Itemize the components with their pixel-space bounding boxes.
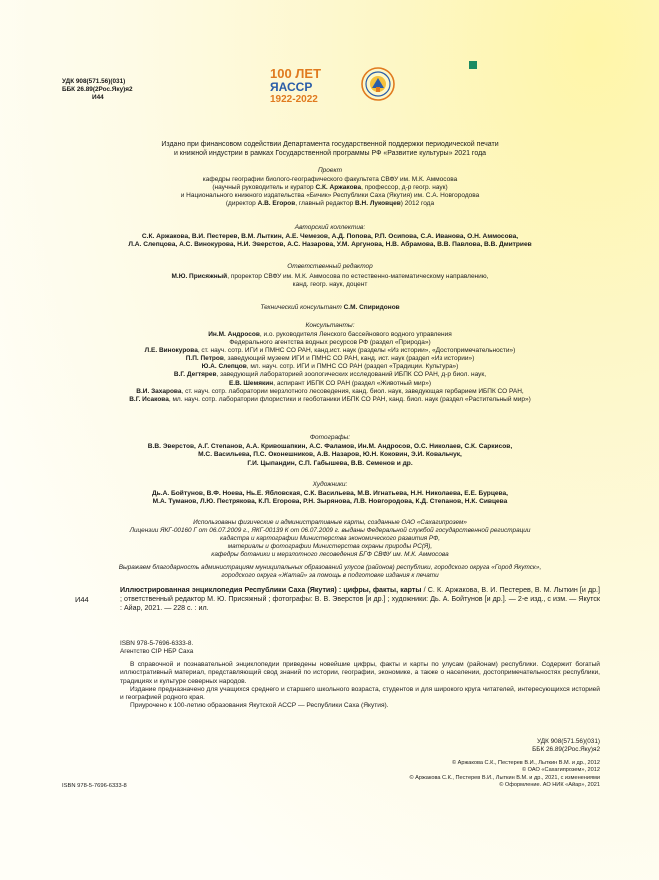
funding-note: Издано при финансовом содействии Департамента государственной поддержки периодической печати и книжной индустрии в рамках Государственной программы РФ «Развитие культуры» 2021 года — [161, 141, 499, 157]
photographers-heading: Фотографы: — [309, 434, 351, 441]
project-section: Проект кафедры географии биолого-географического факультета СВФУ им. М.К. Аммосова (научный руководитель и куратор С.К. Аржакова, профессор, д-р геогр. наук) и Национального книжного издательства «Бичик» Республики Саха (Якутия) им. С.А. Новгородова (директор А.В. Егоров, главный редактор В.Н. Луковцев) 2012 года — [60, 167, 600, 208]
consultant-line: П.П. Петров, заведующий музеем ИГИ и ПМНС СО РАН, канд. ист. наук (раздел «Из истории») — [185, 355, 475, 363]
artists-section: Художники: Дь.А. Бойтунов, В.Ф. Ноева, Нь.Е. Ябловская, С.К. Васильева, М.В. Игнатьева, Н.Н. Николаева, Е.Е. Бурцева, М.А. Туманов, Л.Ю. Пестрякова, К.П. Егорова, Р.Н. Зырянова, Л.В. Новгородова, К.Д. Степанов, Н.К. Сивцева — [60, 481, 600, 507]
consultant-line: Е.В. Шемякин, аспирант ИБПК СО РАН (раздел «Животный мир») — [228, 379, 432, 387]
catalog-description: / С. К. Аржакова, В. И. Пестерев, В. М. Лыткин [и др.] ; ответственный редактор М. Ю. Присяжный ; фотографы: В. В. Эверстов [и др.] ; художники: Дь. А. Бойтунов [и др.]. — 2-е изд., с изм. — Якутск : Айар, 2021. — 228 с. : ил. — [120, 586, 600, 612]
catalog-isbn: ISBN 978-5-7696-6333-8. Агентство CIP НБР Саха — [120, 640, 194, 655]
author-mark: И44 — [92, 94, 104, 101]
project-heading: Проект — [317, 167, 343, 174]
authors-heading: Авторский коллектив: — [294, 224, 366, 231]
consultant-line: Ю.А. Слепцов, мл. науч. сотр. ИГИ и ПМНС СО РАН (раздел «Традиции. Культура») — [201, 363, 459, 371]
udk-block-top — [62, 78, 133, 102]
bbk-code: ББК 26.89(2Рос.Яку)я2 — [62, 86, 133, 93]
isbn-bottom: ISBN 978-5-7696-6333-8 — [62, 783, 127, 789]
tech-consultant: Технический консультант С.М. Спиридонов — [260, 304, 400, 311]
consultant-line: Ин.М. Андросов, и.о. руководителя Ленского бассейнового водного управления — [208, 331, 452, 338]
photographers-section: Фотографы: В.В. Эверстов, А.Г. Степанов, А.А. Кривошапкин, А.С. Фаламов, Ин.М. Андросов, О.С. Николаев, С.К. Саркисов, М.С. Васильева, П.С. Оконешников, А.В. Назаров, Ю.Н. Коковин, Э.И. Ковальчук, Г.И. Цыпандин, С.П. Габышева, В.В. Семенов и др. — [60, 434, 600, 468]
authors-section: Авторский коллектив: С.К. Аржакова, В.И. Пестерев, В.М. Лыткин, А.Е. Чемезов, А.Д. Попова, Р.П. Осипова, С.А. Иванова, О.Н. Аммосова, Л.А. Слепцова, А.С. Винокурова, Н.И. Эверстов, А.С. Назарова, У.М. Аргунова, Н.В. Абрамова, В.В. Павлова, В.В. Дмитриев — [60, 224, 600, 250]
artists-heading: Художники: — [312, 481, 348, 488]
consultants-section — [60, 322, 600, 404]
logo-years-label: 100 ЛЕТ — [270, 66, 322, 81]
logo-years: 1922-2022 — [270, 94, 318, 104]
editor-section: Ответственный редактор М.Ю. Присяжный, проректор СВФУ им. М.К. Аммосова по естественно-математическому направлению, канд. геогр. наук, доцент — [60, 263, 600, 289]
consultant-line: Л.Е. Винокурова, ст. науч. сотр. ИГИ и ПМНС СО РАН, канд.ист. наук (разделы «Из истории», «Достопримечательности») — [144, 347, 516, 355]
consultant-line: В.Г. Дегтярев, заведующий лабораторией зоологических исследований ИБПК СО РАН, д-р биол. наук, — [173, 371, 487, 379]
consultant-line: В.И. Захарова, ст. науч. сотр. лаборатории мерзлотного лесоведения, канд. биол. наук, заведующая гербарием ИБПК СО РАН, — [136, 387, 524, 395]
consultants-heading: Консультанты: — [305, 322, 355, 329]
consultant-line: В.Г. Исакова, мл. науч. сотр. лаборатории флористики и геоботаники ИБПК СО РАН, канд. биол. наук (раздел «Растительный мир») — [129, 395, 531, 403]
editor-heading: Ответственный редактор — [287, 263, 373, 270]
logo-name: ЯАССР — [270, 80, 313, 94]
maps-note: Использованы физические и административные карты, созданные ОАО «Сахагипрозем» Лицензии ЯКГ-00160 Г от 06.07.2009 г., ЯКГ-00139 К от 06.07.2009 г. выданы Федеральной службой государственной регистрации кадастра и картографии Министерства экономического развития РФ, материалы и фотографии Министерства охраны природы РС(Я), кафедры ботаники и мерзлотного лесоведения БГФ СВФУ им. М.К. Аммосова — [129, 519, 531, 559]
catalog-code: И44 — [75, 595, 89, 604]
catalog-title: Иллюстрированная энциклопедия Республики Саха (Якутия) : цифры, факты, карты — [120, 586, 422, 594]
logo-emblem-icon — [362, 68, 394, 100]
anniversary-logo — [268, 64, 396, 104]
catalog-record — [75, 586, 600, 613]
green-square-icon — [469, 61, 477, 69]
abstract: В справочной и познавательной энциклопедии приведены новейшие цифры, факты и карты по улусам (районам) республики. Содержит богатый иллюстративный материал, представляющий свод знаний по истории, географии, экономике, а также о населении, достопримечательностях республики, традициях и культуре северных народов. Издание предназначено для учащихся среднего и старшего школьного возраста, студентов и для широкого круга читателей, интересующихся историей и географией родного края. Приурочено к 100-летию образования Якутской АССР — Республики Саха (Якутия). — [120, 661, 600, 710]
thanks-note: Выражаем благодарность администрациям муниципальных образований улусов (районов) республики, городского округа «Город Якутск», городского округа «Жатай» за помощь в подготовке издания к печати — [118, 564, 542, 580]
udk-block-right: УДК 908(571.56)(031) ББК 26.89(2Рос.Яку)я2 — [532, 738, 600, 753]
udk-code: УДК 908(571.56)(031) — [62, 78, 126, 85]
copyright-block: © Аржакова С.К., Пестерев В.И., Лыткин В.М. и др., 2012 © ОАО «Сахагипрозем», 2012 © Аржакова С.К., Пестерев В.И., Лыткин В.М. и др., 2021, с изменениями © Оформление. АО НИК «Айар», 2021 — [409, 760, 600, 788]
consultant-line: Федерального агентства водных ресурсов РФ (раздел «Природа») — [229, 339, 431, 347]
